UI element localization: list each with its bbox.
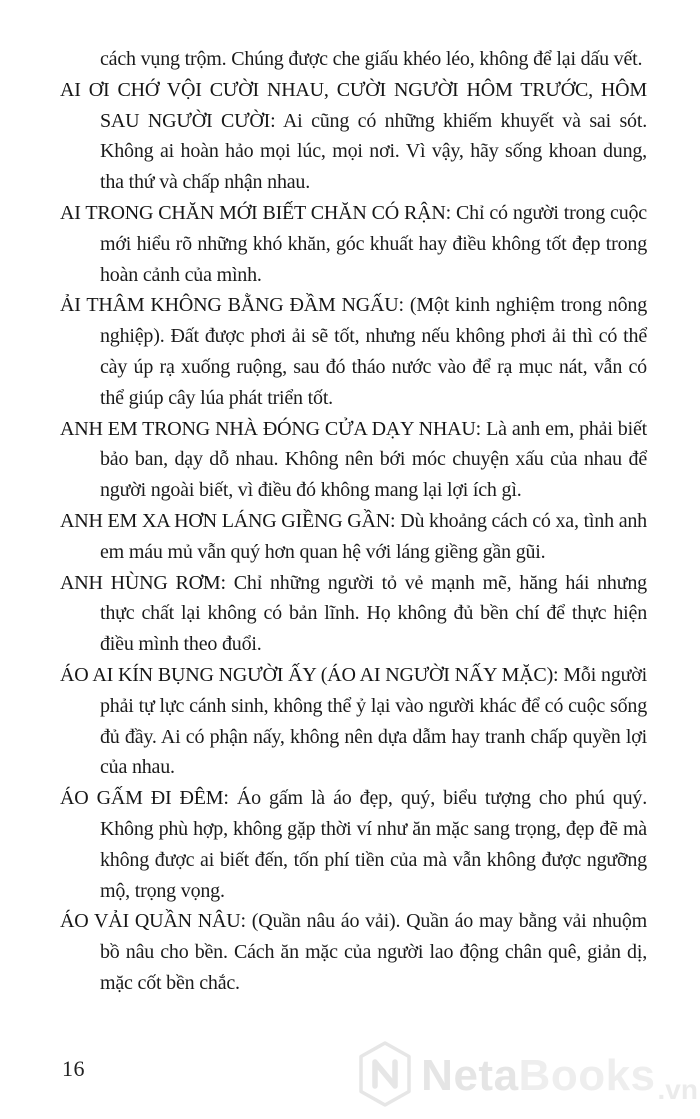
dictionary-entry (60, 783, 647, 906)
entry-definition: Dù khoảng cách có xa, tình anh em máu mủ vẫn quý hơn quan hệ với láng giềng gần gũi. (100, 509, 647, 563)
entry-definition: Là anh em, phải biết bảo ban, dạy dỗ nhau. Không nên bới móc chuyện xấu của nhau để người ngoài biết, vì điều đó không mang lại lợi ích gì. (100, 417, 647, 502)
dictionary-entry (60, 198, 647, 290)
entry-definition: Mỗi người phải tự lực cánh sinh, không thể ỷ lại vào người khác để có cuộc sống đủ đầy. Ai có phận nấy, không nên dựa dẫm hay tranh chấp quyền lợi của nhau. (100, 663, 647, 779)
dictionary-entry (60, 660, 647, 783)
entry-headword: ANH EM XA HƠN LÁNG GIỀNG GẦN: (60, 509, 396, 532)
dictionary-entry (60, 568, 647, 660)
watermark-tld: .vn (657, 1074, 698, 1105)
dictionary-entry (60, 906, 647, 998)
netabooks-hexagon-n-icon (357, 1041, 413, 1112)
entry-headword: ÁO GẤM ĐI ĐÊM: (60, 787, 229, 810)
dictionary-entry (60, 414, 647, 506)
entry-definition: Chỉ những người tỏ vẻ mạnh mẽ, hăng hái nhưng thực chất lại không có bản lĩnh. Họ không đủ bền chí để thực hiện điều mình theo đuổi. (100, 571, 647, 656)
dictionary-entry (60, 75, 647, 198)
entry-definition: Ai cũng có những khiếm khuyết và sai sót. Không ai hoàn hảo mọi lúc, mọi nơi. Vì vậy, hãy sống khoan dung, tha thứ và chấp nhận nhau. (100, 109, 647, 194)
page-number: 16 (62, 1056, 85, 1081)
entry-headword: ANH HÙNG RƠM: (60, 571, 226, 594)
entry-definition: Áo gấm là áo đẹp, quý, biểu tượng cho phú quý. Không phù hợp, không gặp thời ví như ăn mặc sang trọng, đẹp đẽ mà không được ai biết đến, tốn phí tiền của mà vẫn không được ngưỡng mộ, trọng vọng. (100, 787, 647, 902)
watermark-brand-part1: Neta (421, 1051, 519, 1100)
watermark-brand-text (421, 1051, 656, 1100)
continuation-paragraph: cách vụng trộm. Chúng được che giấu khéo léo, không để lại dấu vết. (100, 48, 643, 70)
dictionary-entry (60, 506, 647, 568)
entry-definition: (Quần nâu áo vải). Quần áo may bằng vải nhuộm bồ nâu cho bền. Cách ăn mặc của người lao động chân quê, giản dị, mặc cốt bền chắc. (100, 910, 647, 994)
entry-definition: (Một kinh nghiệm trong nông nghiệp). Đất được phơi ải sẽ tốt, nhưng nếu không phơi ải thì có thể cày úp rạ xuống ruộng, sau đó tháo nước vào để rạ mục nát, vẫn có thể giúp cây lúa phát triển tốt. (100, 294, 647, 409)
entry-headword: ANH EM TRONG NHÀ ĐÓNG CỬA DẠY NHAU: (60, 417, 481, 440)
dictionary-text-block (60, 44, 647, 999)
dictionary-entry (60, 290, 647, 413)
entry-headword: ÁO VẢI QUẦN NÂU: (60, 910, 246, 933)
watermark-brand-part2: Books (518, 1051, 656, 1100)
netabooks-watermark (357, 1040, 698, 1112)
entry-headword: AI ƠI CHỚ VỘI CƯỜI NHAU, CƯỜI NGƯỜI HÔM TRƯỚC, HÔM SAU NGƯỜI CƯỜI: (60, 78, 647, 132)
entry-headword: AI TRONG CHĂN MỚI BIẾT CHĂN CÓ RẬN: (60, 201, 451, 224)
entry-headword: ẢI THÂM KHÔNG BẰNG ĐẦM NGẤU: (60, 294, 404, 317)
entry-headword: ÁO AI KÍN BỤNG NGƯỜI ẤY (ÁO AI NGƯỜI NẤY MẶC): (60, 663, 559, 686)
entry-definition: Chỉ có người trong cuộc mới hiểu rõ những khó khăn, góc khuất hay điều không tốt đẹp trong hoàn cảnh của mình. (100, 201, 647, 286)
